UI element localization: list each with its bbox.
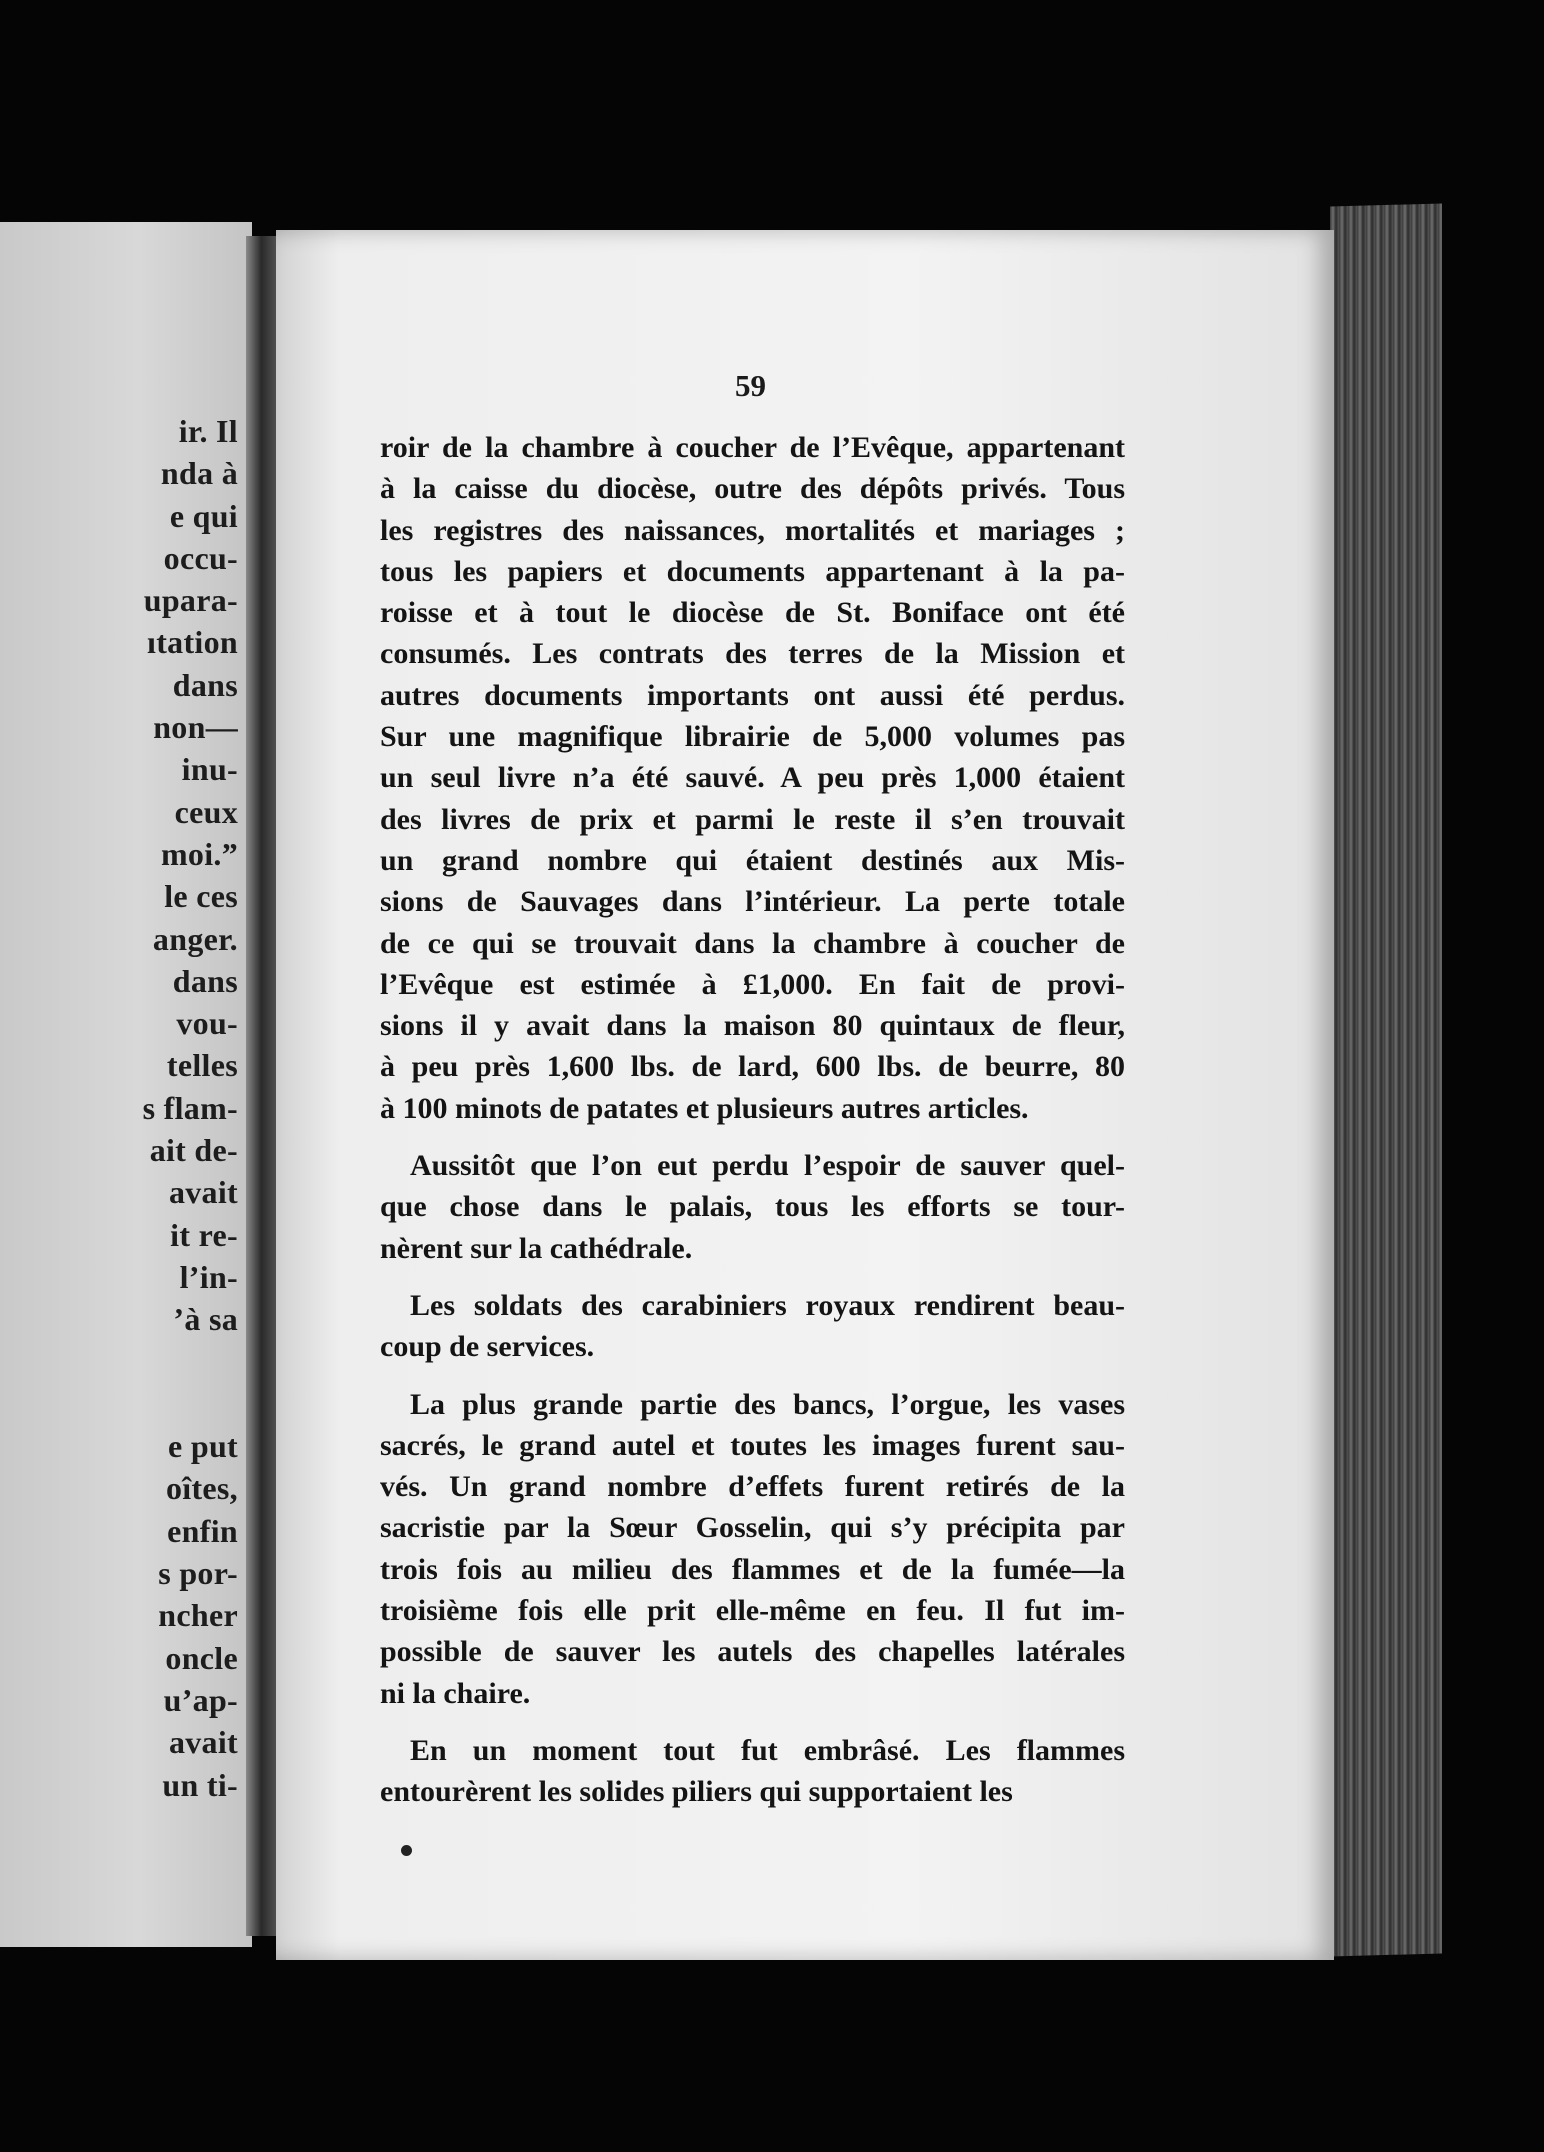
text-line: sacrés, le grand autel et toutes les images furent sau- [380, 1428, 1125, 1462]
previous-page-line: avait [168, 1724, 238, 1761]
previous-page-line: ir. Il [178, 413, 238, 449]
paragraph [380, 427, 1125, 1129]
previous-page-line: nda à [160, 455, 238, 492]
text-line: entourèrent les solides piliers qui supportaient les [380, 1775, 1013, 1809]
text-line: à peu près 1,600 lbs. de lard, 600 lbs. de beurre, 80 [380, 1050, 1125, 1084]
text-line: Les soldats des carabiniers royaux rendirent beau- [410, 1288, 1125, 1322]
text-line: à la caisse du diocèse, outre des dépôts privés. Tous [380, 472, 1125, 506]
paragraph [380, 1730, 1125, 1813]
text-line: l’Evêque est estimée à £1,000. En fait de provi- [380, 967, 1125, 1001]
text-line: des livres de prix et parmi le reste il s’en trouvait [380, 802, 1125, 836]
previous-page-line: ıtation [147, 624, 238, 661]
previous-page-line: le ces [164, 878, 238, 915]
paragraph [380, 1285, 1125, 1368]
previous-page-line: vou- [176, 1005, 238, 1042]
page-block-edges [1330, 204, 1442, 1957]
previous-page-line: ait de- [149, 1132, 238, 1169]
previous-page-line: enfin [167, 1512, 238, 1549]
text-line: nèrent sur la cathédrale. [380, 1231, 693, 1265]
text-line: tous les papiers et documents appartenant à la pa- [380, 554, 1125, 588]
previous-page-line: s por- [158, 1555, 238, 1592]
printer-mark [401, 1845, 412, 1856]
previous-page-line: un ti- [162, 1766, 238, 1803]
text-line: coup de services. [380, 1330, 595, 1364]
text-line: Sur une magnifique librairie de 5,000 volumes pas [380, 720, 1125, 754]
text-line: sions il y avait dans la maison 80 quintaux de fleur, [380, 1009, 1125, 1043]
previous-page-line: s flam- [142, 1089, 238, 1126]
previous-page-text [143, 410, 238, 1806]
text-line: sions de Sauvages dans l’intérieur. La perte totale [380, 885, 1125, 919]
text-line: consumés. Les contrats des terres de la Mission et [380, 637, 1125, 671]
text-line: La plus grande partie des bancs, l’orgue, les vases [410, 1387, 1125, 1421]
previous-page-line: anger. [152, 920, 238, 957]
previous-page-line: e put [168, 1428, 238, 1465]
text-line: autres documents importants ont aussi été perdus. [380, 678, 1125, 712]
text-line: que chose dans le palais, tous les efforts se tour- [380, 1190, 1125, 1224]
previous-page-line: dans [172, 962, 238, 999]
previous-page-line: ceux [174, 793, 238, 830]
page-body-text [380, 427, 1125, 1829]
previous-page-line: avait [168, 1174, 238, 1211]
previous-page-line: inu- [181, 751, 238, 788]
previous-page [0, 222, 252, 1947]
text-line: ni la chaire. [380, 1676, 531, 1710]
previous-page-line: telles [166, 1047, 238, 1084]
previous-page-line: l’in- [179, 1258, 238, 1295]
book-gutter [246, 236, 280, 1936]
previous-page-line: moi.” [160, 835, 238, 872]
previous-page-line: ncher [158, 1597, 238, 1634]
previous-page-line [143, 1341, 238, 1383]
text-line: de ce qui se trouvait dans la chambre à coucher de [380, 926, 1125, 960]
previous-page-line: occu- [163, 539, 238, 576]
text-line: les registres des naissances, mortalités et mariages ; [380, 513, 1125, 547]
text-line: sacristie par la Sœur Gosselin, qui s’y précipita par [380, 1511, 1125, 1545]
page-number: 59 [735, 368, 766, 403]
paragraph [380, 1145, 1125, 1269]
previous-page-line [143, 1383, 238, 1425]
previous-page-line: e qui [169, 497, 238, 534]
previous-page-line: ’à sa [173, 1301, 238, 1338]
text-line: roisse et à tout le diocèse de St. Boniface ont été [380, 596, 1125, 630]
previous-page-line: oîtes, [165, 1470, 238, 1507]
text-line: à 100 minots de patates et plusieurs autres articles. [380, 1091, 1029, 1125]
previous-page-line: dans [172, 666, 238, 703]
paragraph [380, 1384, 1125, 1714]
text-line: possible de sauver les autels des chapelles latérales [380, 1635, 1125, 1669]
previous-page-line: non— [153, 709, 238, 746]
text-line: un grand nombre qui étaient destinés aux Mis- [380, 843, 1125, 877]
text-line: trois fois au milieu des flammes et de la fumée—la [380, 1552, 1125, 1586]
text-line: vés. Un grand nombre d’effets furent retirés de la [380, 1470, 1125, 1504]
previous-page-line: oncle [165, 1639, 238, 1676]
text-line: En un moment tout fut embrâsé. Les flammes [410, 1733, 1125, 1767]
text-line: troisième fois elle prit elle-même en feu. Il fut im- [380, 1594, 1125, 1628]
text-line: un seul livre n’a été sauvé. A peu près 1,000 étaient [380, 761, 1125, 795]
previous-page-line: it re- [170, 1216, 238, 1253]
text-line: roir de la chambre à coucher de l’Evêque, appartenant [380, 431, 1125, 464]
text-line: Aussitôt que l’on eut perdu l’espoir de sauver quel- [410, 1149, 1125, 1183]
previous-page-line: u’ap- [163, 1681, 238, 1718]
previous-page-line: upara- [143, 582, 238, 619]
